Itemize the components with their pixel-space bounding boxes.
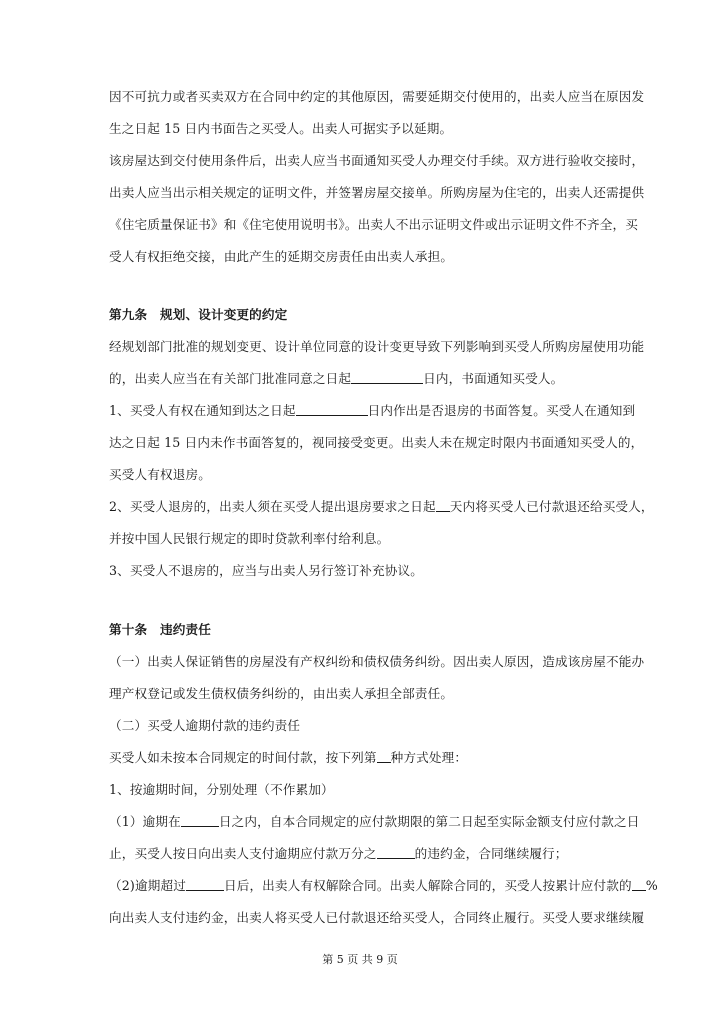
line-text: 的违约金，合同继续履行； xyxy=(414,846,568,861)
paragraph-line: 买受人有权退房。 xyxy=(109,467,211,482)
article-9-heading: 第九条 规划、设计变更的约定 xyxy=(109,307,288,322)
paragraph-line: （二）买受人逾期付款的违约责任 xyxy=(109,718,301,733)
line-text: 止，买受人按日向出卖人支付逾期应付款万分之 xyxy=(109,846,377,861)
fill-blank xyxy=(377,750,391,763)
paragraph-line xyxy=(109,750,624,766)
paragraph-line xyxy=(109,499,654,515)
line-text: （1）逾期在 xyxy=(109,814,181,829)
paragraph-line: 因不可抗力或者买卖双方在合同中约定的其他原因，需要延期交付使用的，出卖人应当在原因发 xyxy=(109,89,645,104)
fill-blank xyxy=(186,878,224,891)
paragraph-line: 经规划部门批准的规划变更、设计单位同意的设计变更导致下列影响到买受人所购房屋使用功能 xyxy=(109,339,645,354)
fill-blank xyxy=(296,403,368,416)
fill-blank xyxy=(377,846,415,859)
fill-blank xyxy=(181,814,219,827)
line-text: 日后，出卖人有权解除合同。出卖人解除合同的，买受人按累计应付款的 xyxy=(223,878,632,893)
fill-blank xyxy=(436,499,450,512)
paragraph-line xyxy=(109,371,624,387)
paragraph-line: 3、买受人不退房的，应当与出卖人另行签订补充协议。 xyxy=(109,563,424,578)
paragraph-line: 生之日起 15 日内书面告之买受人。出卖人可据实予以延期。 xyxy=(109,121,453,136)
line-text: 日之内，自本合同规定的应付款期限的第二日起至实际金额支付应付款之日 xyxy=(218,814,640,829)
paragraph-line xyxy=(109,814,640,830)
line-text: 日内，书面通知买受人。 xyxy=(423,371,564,386)
paragraph-line: 向出卖人支付违约金，出卖人将买受人已付款退还给买受人，合同终止履行。买受人要求继续履 xyxy=(109,910,645,925)
paragraph-line xyxy=(109,878,658,894)
line-text: 天内将买受人已付款退还给买受人， xyxy=(449,499,654,514)
line-text: 买受人如未按本合同规定的时间付款，按下列第 xyxy=(109,750,377,765)
line-text: 的，出卖人应当在有关部门批准同意之日起 xyxy=(109,371,352,386)
paragraph-line: 达之日起 15 日内未作书面答复的，视同接受变更。出卖人未在规定时限内书面通知买受人的， xyxy=(109,435,644,450)
line-text: （2)逾期超过 xyxy=(109,878,186,893)
article-10-heading: 第十条 违约责任 xyxy=(109,622,211,637)
line-text: 种方式处理： xyxy=(390,750,468,765)
line-text: 2、买受人退房的，出卖人须在买受人提出退房要求之日起 xyxy=(109,499,436,514)
paragraph-line: （一）出卖人保证销售的房屋没有产权纠纷和债权债务纠纷。因出卖人原因，造成该房屋不能办 xyxy=(109,654,645,669)
paragraph-line xyxy=(109,403,636,419)
paragraph-line: 该房屋达到交付使用条件后，出卖人应当书面通知买受人办理交付手续。双方进行验收交接时， xyxy=(109,153,645,168)
paragraph-line: 并按中国人民银行规定的即时贷款利率付给利息。 xyxy=(109,531,390,546)
line-text: 1、买受人有权在通知到达之日起 xyxy=(109,403,296,418)
fill-blank xyxy=(351,371,423,384)
paragraph-line xyxy=(109,846,624,862)
paragraph-line: 《住宅质量保证书》和《住宅使用说明书》。出卖人不出示证明文件或出示证明文件不齐全，买 xyxy=(109,217,638,232)
paragraph-line: 1、按逾期时间，分别处理（不作累加） xyxy=(109,782,334,797)
paragraph-line: 出卖人应当出示相关规定的证明文件，并签署房屋交接单。所购房屋为住宅的，出卖人还需提供 xyxy=(109,185,645,200)
paragraph-line: 理产权登记或发生债权债务纠纷的，由出卖人承担全部责任。 xyxy=(109,686,454,701)
line-text: % xyxy=(645,878,658,893)
page-footer: 第 5 页 共 9 页 xyxy=(322,953,398,966)
fill-blank xyxy=(632,878,646,891)
line-text: 日内作出是否退房的书面答复。买受人在通知到 xyxy=(367,403,636,418)
paragraph-line: 受人有权拒绝交接，由此产生的延期交房责任由出卖人承担。 xyxy=(109,249,454,264)
